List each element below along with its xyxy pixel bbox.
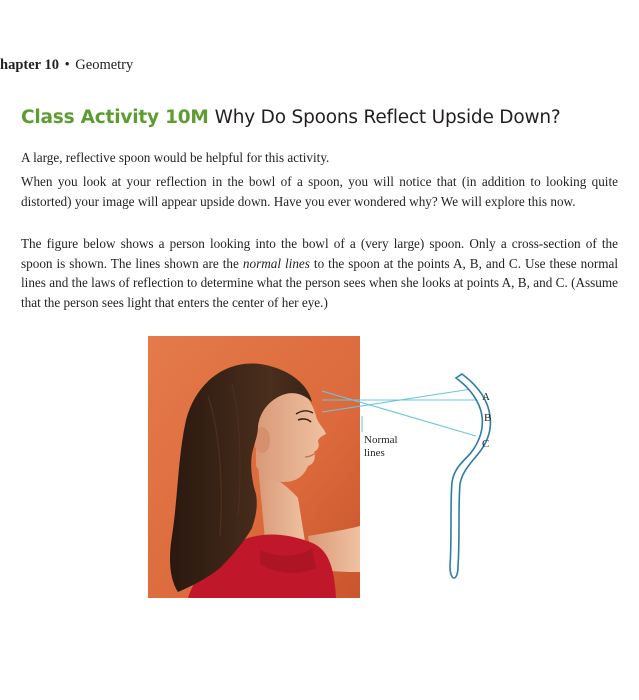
point-c-label: C [482,438,490,450]
normal-line-a-upper [322,391,476,436]
normal-lines-label-2: lines [364,447,385,459]
chapter-number: hapter 10 [0,57,59,73]
activity-heading [21,107,561,128]
running-head-separator: • [64,57,70,73]
instructions-text-1: The figure below shows a person looking into the bowl of a (very large) spoon. Only a cross-section of the spoon is shown. The lines shown are the [21,236,618,271]
normal-lines-label-1: Normal [364,434,398,446]
running-head [0,57,133,74]
instructions-emphasis: normal lines [242,255,310,271]
instructions-text-2: to the spoon at the points A, B, and C. Use these normal lines and the laws of reflection to determine what the person sees when she looks at points A, B, and C. (Assume that the person sees light that enters the center of her eye.) [21,255,618,310]
activity-title: Why Do Spoons Reflect Upside Down? [214,107,561,128]
spoon-reflection-figure [148,336,508,600]
paragraph-introduction: When you look at your reflection in the bowl of a spoon, you will notice that (in addition to looking quite distorted) your image will appear upside down. Have you ever wondered why? We will explore this now. [21,174,618,209]
paragraph-instructions [21,234,618,312]
activity-label: Class Activity 10M [21,107,209,128]
chapter-subject: Geometry [75,57,134,73]
spoon-cross-section [450,374,491,578]
paragraph-materials: A large, reflective spoon would be helpful for this activity. [21,150,330,165]
point-b-label: B [484,412,492,424]
spoon-diagram [148,336,508,600]
point-a-label: A [482,391,490,403]
